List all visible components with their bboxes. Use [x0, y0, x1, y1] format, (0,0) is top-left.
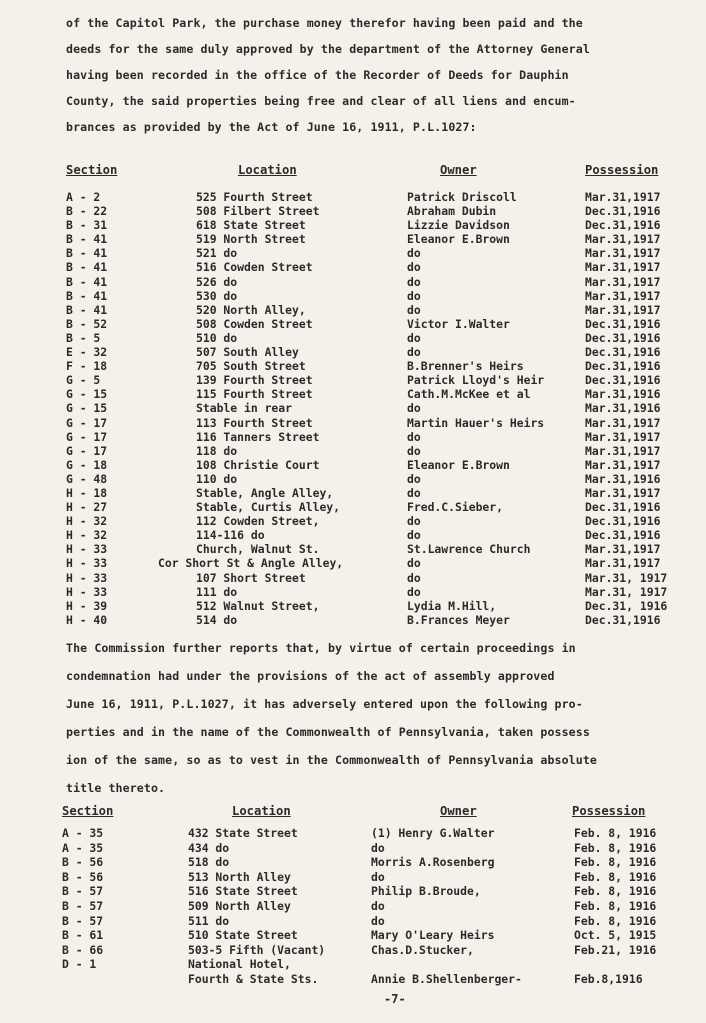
table-row: [0, 943, 706, 958]
table-row: [0, 430, 706, 444]
location-cell: 512 Walnut Street,: [196, 598, 320, 613]
location-cell: 521 do: [196, 246, 238, 261]
possession-cell: Dec.31,1916: [585, 316, 661, 331]
location-cell: Stable, Curtis Alley,: [196, 500, 341, 515]
owner-cell: do: [407, 260, 421, 275]
location-cell: 618 State Street: [196, 218, 306, 233]
location-cell: 514 do: [196, 612, 238, 627]
location-cell: 510 State Street: [188, 928, 298, 943]
location-cell: 434 do: [188, 840, 230, 855]
owner-cell: Philip B.Broude,: [371, 884, 481, 899]
paragraph-line: The Commission further reports that, by virtue of certain proceedings in: [66, 641, 576, 655]
location-cell: Cor Short St & Angle Alley,: [158, 556, 344, 571]
section-cell: G - 18: [66, 457, 108, 472]
location-cell: 511 do: [188, 913, 230, 928]
section-cell: B - 22: [66, 204, 108, 219]
possession-cell: Mar.31,1917: [585, 302, 661, 317]
table-row: [0, 556, 706, 570]
owner-cell: do: [407, 345, 421, 360]
section-cell: G - 17: [66, 415, 108, 430]
section-cell: A - 35: [62, 840, 104, 855]
owner-cell: do: [407, 443, 421, 458]
possession-cell: Mar.31,1917: [585, 415, 661, 430]
section-cell: B - 31: [66, 218, 108, 233]
section-cell: H - 33: [66, 570, 108, 585]
possession-cell: Mar.31,1916: [585, 401, 661, 416]
section-cell: B - 56: [62, 855, 104, 870]
owner-cell: Annie B.Shellenberger-: [371, 971, 522, 986]
location-cell: 118 do: [196, 443, 238, 458]
section-cell: B - 57: [62, 884, 104, 899]
table-row: [0, 884, 706, 899]
table-row: [0, 444, 706, 458]
location-cell: 113 Fourth Street: [196, 415, 313, 430]
table-row: [0, 303, 706, 317]
table-row: [0, 957, 706, 972]
properties-table: [0, 190, 706, 627]
owner-cell: Patrick Driscoll: [407, 190, 517, 204]
location-cell: 518 do: [188, 855, 230, 870]
paragraph-line: title thereto.: [66, 781, 166, 795]
location-cell: Stable in rear: [196, 401, 293, 416]
owner-cell: Martin Hauer's Heirs: [407, 415, 545, 430]
location-cell: 112 Cowden Street,: [196, 514, 320, 529]
owner-cell: Lizzie Davidson: [407, 218, 510, 233]
owner-cell: do: [407, 401, 421, 416]
section-cell: H - 27: [66, 500, 108, 515]
owner-cell: do: [407, 246, 421, 261]
table-row: [0, 260, 706, 274]
table-row: [0, 841, 706, 856]
table-row: [0, 599, 706, 613]
owner-cell: do: [407, 556, 421, 571]
paragraph-line: June 16, 1911, P.L.1027, it has adversely entered upon the following pro-: [66, 697, 583, 711]
possession-cell: Dec.31,1916: [585, 612, 661, 627]
possession-cell: Oct. 5, 1915: [574, 928, 657, 943]
table-row: [0, 855, 706, 870]
possession-cell: Dec.31,1916: [585, 345, 661, 360]
paragraph-line: County, the said properties being free and clear of all liens and encum-: [66, 94, 576, 108]
location-cell: 115 Fourth Street: [196, 387, 313, 402]
owner-cell: do: [407, 330, 421, 345]
page-number: -7-: [384, 992, 406, 1006]
table-row: [0, 246, 706, 260]
owner-cell: do: [407, 471, 421, 486]
possession-cell: Mar.31,1917: [585, 556, 661, 571]
possession-cell: Mar.31, 1917: [585, 584, 668, 599]
table2-header-section: Section: [62, 804, 114, 818]
possession-cell: Dec.31,1916: [585, 330, 661, 345]
section-cell: B - 57: [62, 898, 104, 913]
possession-cell: Mar.31,1917: [585, 274, 661, 289]
possession-cell: Feb. 8, 1916: [574, 826, 657, 840]
table-row: [0, 345, 706, 359]
table-row: [0, 514, 706, 528]
possession-cell: Dec.31,1916: [585, 359, 661, 374]
table-row: [0, 500, 706, 514]
section-cell: F - 18: [66, 359, 108, 374]
paragraph-line: deeds for the same duly approved by the department of the Attorney General: [66, 42, 590, 56]
table-row: [0, 289, 706, 303]
possession-cell: Mar.31, 1917: [585, 570, 668, 585]
owner-cell: Lydia M.Hill,: [407, 598, 497, 613]
section-cell: H - 32: [66, 514, 108, 529]
paragraph-line: having been recorded in the office of the Recorder of Deeds for Dauphin: [66, 68, 569, 82]
owner-cell: do: [407, 570, 421, 585]
possession-cell: Dec.31,1916: [585, 218, 661, 233]
owner-cell: do: [371, 898, 385, 913]
possession-cell: Feb. 8, 1916: [574, 884, 657, 899]
possession-cell: Dec.31,1916: [585, 514, 661, 529]
location-cell: 513 North Alley: [188, 869, 291, 884]
owner-cell: Eleanor E.Brown: [407, 457, 510, 472]
possession-cell: Feb.21, 1916: [574, 942, 657, 957]
owner-cell: Abraham Dubin: [407, 204, 497, 219]
section-cell: B - 52: [66, 316, 108, 331]
owner-cell: Mary O'Leary Heirs: [371, 928, 495, 943]
section-cell: B - 41: [66, 302, 108, 317]
table-row: [0, 486, 706, 500]
location-cell: 516 State Street: [188, 884, 298, 899]
possession-cell: Mar.31,1917: [585, 190, 661, 204]
table-row: [0, 373, 706, 387]
location-cell: 705 South Street: [196, 359, 306, 374]
section-cell: D - 1: [62, 957, 97, 972]
table-row: [0, 317, 706, 331]
paragraph-line: ion of the same, so as to vest in the Commonwealth of Pennsylvania absolute: [66, 753, 598, 767]
table-row: [0, 190, 706, 204]
possession-cell: Mar.31,1917: [585, 246, 661, 261]
possession-cell: Dec.31,1916: [585, 373, 661, 388]
section-cell: G - 17: [66, 443, 108, 458]
table-row: [0, 458, 706, 472]
owner-cell: (1) Henry G.Walter: [371, 826, 495, 840]
table-row: [0, 359, 706, 373]
owner-cell: do: [407, 514, 421, 529]
location-cell: 139 Fourth Street: [196, 373, 313, 388]
possession-cell: Mar.31,1917: [585, 457, 661, 472]
table-row: [0, 899, 706, 914]
possession-cell: Mar.31,1917: [585, 542, 661, 557]
table-row: [0, 972, 706, 987]
owner-cell: do: [407, 274, 421, 289]
section-cell: H - 32: [66, 528, 108, 543]
condemned-properties-table: [0, 826, 706, 987]
table-row: [0, 528, 706, 542]
table2-header-owner: Owner: [440, 804, 477, 818]
section-cell: B - 61: [62, 928, 104, 943]
owner-cell: do: [371, 869, 385, 884]
possession-cell: Feb. 8, 1916: [574, 840, 657, 855]
location-cell: 516 Cowden Street: [196, 260, 313, 275]
section-cell: B - 41: [66, 232, 108, 247]
table-row: [0, 613, 706, 627]
location-cell: 503-5 Fifth (Vacant): [188, 942, 326, 957]
owner-cell: Fred.C.Sieber,: [407, 500, 504, 515]
section-cell: G - 15: [66, 401, 108, 416]
location-cell: Fourth & State Sts.: [188, 971, 319, 986]
location-cell: 111 do: [196, 584, 238, 599]
owner-cell: Eleanor E.Brown: [407, 232, 510, 247]
possession-cell: Mar.31,1917: [585, 260, 661, 275]
owner-cell: B.Brenner's Heirs: [407, 359, 524, 374]
possession-cell: Dec.31,1916: [585, 204, 661, 219]
location-cell: National Hotel,: [188, 957, 291, 972]
table-row: [0, 416, 706, 430]
table-row: [0, 331, 706, 345]
table-row: [0, 928, 706, 943]
section-cell: B - 41: [66, 260, 108, 275]
section-cell: G - 15: [66, 387, 108, 402]
table1-header-owner: Owner: [440, 163, 477, 177]
intro-paragraph: [66, 10, 691, 140]
owner-cell: do: [407, 485, 421, 500]
table-row: [0, 826, 706, 841]
section-cell: B - 57: [62, 913, 104, 928]
table-row: [0, 585, 706, 599]
section-cell: B - 56: [62, 869, 104, 884]
owner-cell: St.Lawrence Church: [407, 542, 531, 557]
condemnation-paragraph: [66, 634, 691, 802]
section-cell: H - 33: [66, 584, 108, 599]
location-cell: 108 Christie Court: [196, 457, 320, 472]
owner-cell: Chas.D.Stucker,: [371, 942, 474, 957]
owner-cell: Patrick Lloyd's Heir: [407, 373, 545, 388]
table-row: [0, 571, 706, 585]
paragraph-line: perties and in the name of the Commonwealth of Pennsylvania, taken possess: [66, 725, 590, 739]
section-cell: H - 18: [66, 485, 108, 500]
paragraph-line: brances as provided by the Act of June 16, 1911, P.L.1027:: [66, 120, 477, 134]
table-row: [0, 218, 706, 232]
location-cell: 508 Cowden Street: [196, 316, 313, 331]
section-cell: H - 33: [66, 556, 108, 571]
location-cell: 525 Fourth Street: [196, 190, 313, 204]
section-cell: H - 40: [66, 612, 108, 627]
possession-cell: Mar.31,1917: [585, 443, 661, 458]
possession-cell: Mar.31,1916: [585, 387, 661, 402]
possession-cell: Feb.8,1916: [574, 971, 643, 986]
section-cell: B - 41: [66, 246, 108, 261]
possession-cell: Feb. 8, 1916: [574, 898, 657, 913]
table2-header-possession: Possession: [572, 804, 646, 818]
possession-cell: Dec.31, 1916: [585, 598, 668, 613]
possession-cell: Feb. 8, 1916: [574, 869, 657, 884]
table-row: [0, 914, 706, 929]
table-row: [0, 542, 706, 556]
table2-header-location: Location: [232, 804, 291, 818]
table1-header-section: Section: [66, 163, 118, 177]
owner-cell: Morris A.Rosenberg: [371, 855, 495, 870]
table-row: [0, 401, 706, 415]
table-row: [0, 472, 706, 486]
owner-cell: Victor I.Walter: [407, 316, 510, 331]
owner-cell: do: [407, 288, 421, 303]
possession-cell: Mar.31,1917: [585, 429, 661, 444]
owner-cell: Cath.M.McKee et al: [407, 387, 531, 402]
location-cell: 110 do: [196, 471, 238, 486]
possession-cell: Dec.31,1916: [585, 500, 661, 515]
section-cell: A - 2: [66, 190, 101, 204]
location-cell: 519 North Street: [196, 232, 306, 247]
section-cell: G - 48: [66, 471, 108, 486]
table-row: [0, 387, 706, 401]
location-cell: 107 Short Street: [196, 570, 306, 585]
possession-cell: Feb. 8, 1916: [574, 913, 657, 928]
possession-cell: Dec.31,1916: [585, 528, 661, 543]
table1-header-possession: Possession: [585, 163, 659, 177]
owner-cell: do: [407, 528, 421, 543]
location-cell: 432 State Street: [188, 826, 298, 840]
possession-cell: Mar.31,1916: [585, 471, 661, 486]
paragraph-line: condemnation had under the provisions of the act of assembly approved: [66, 669, 555, 683]
table-row: [0, 232, 706, 246]
location-cell: 526 do: [196, 274, 238, 289]
location-cell: 508 Filbert Street: [196, 204, 320, 219]
owner-cell: B.Frances Meyer: [407, 612, 510, 627]
section-cell: B - 5: [66, 330, 101, 345]
table1-header-location: Location: [238, 163, 297, 177]
table-row: [0, 275, 706, 289]
location-cell: Stable, Angle Alley,: [196, 485, 334, 500]
location-cell: 507 South Alley: [196, 345, 299, 360]
section-cell: B - 41: [66, 274, 108, 289]
owner-cell: do: [371, 840, 385, 855]
owner-cell: do: [407, 302, 421, 317]
possession-cell: Mar.31,1917: [585, 288, 661, 303]
section-cell: A - 35: [62, 826, 104, 840]
location-cell: Church, Walnut St.: [196, 542, 320, 557]
location-cell: 510 do: [196, 330, 238, 345]
location-cell: 116 Tanners Street: [196, 429, 320, 444]
table-row: [0, 870, 706, 885]
paragraph-line: of the Capitol Park, the purchase money therefor having been paid and the: [66, 16, 583, 30]
owner-cell: do: [371, 913, 385, 928]
location-cell: 520 North Alley,: [196, 302, 306, 317]
location-cell: 530 do: [196, 288, 238, 303]
section-cell: G - 17: [66, 429, 108, 444]
possession-cell: Feb. 8, 1916: [574, 855, 657, 870]
section-cell: B - 41: [66, 288, 108, 303]
section-cell: H - 39: [66, 598, 108, 613]
section-cell: G - 5: [66, 373, 101, 388]
location-cell: 509 North Alley: [188, 898, 291, 913]
section-cell: E - 32: [66, 345, 108, 360]
table-row: [0, 204, 706, 218]
owner-cell: do: [407, 584, 421, 599]
owner-cell: do: [407, 429, 421, 444]
location-cell: 114-116 do: [196, 528, 265, 543]
section-cell: H - 33: [66, 542, 108, 557]
possession-cell: Mar.31,1917: [585, 232, 661, 247]
possession-cell: Mar.31,1917: [585, 485, 661, 500]
section-cell: B - 66: [62, 942, 104, 957]
